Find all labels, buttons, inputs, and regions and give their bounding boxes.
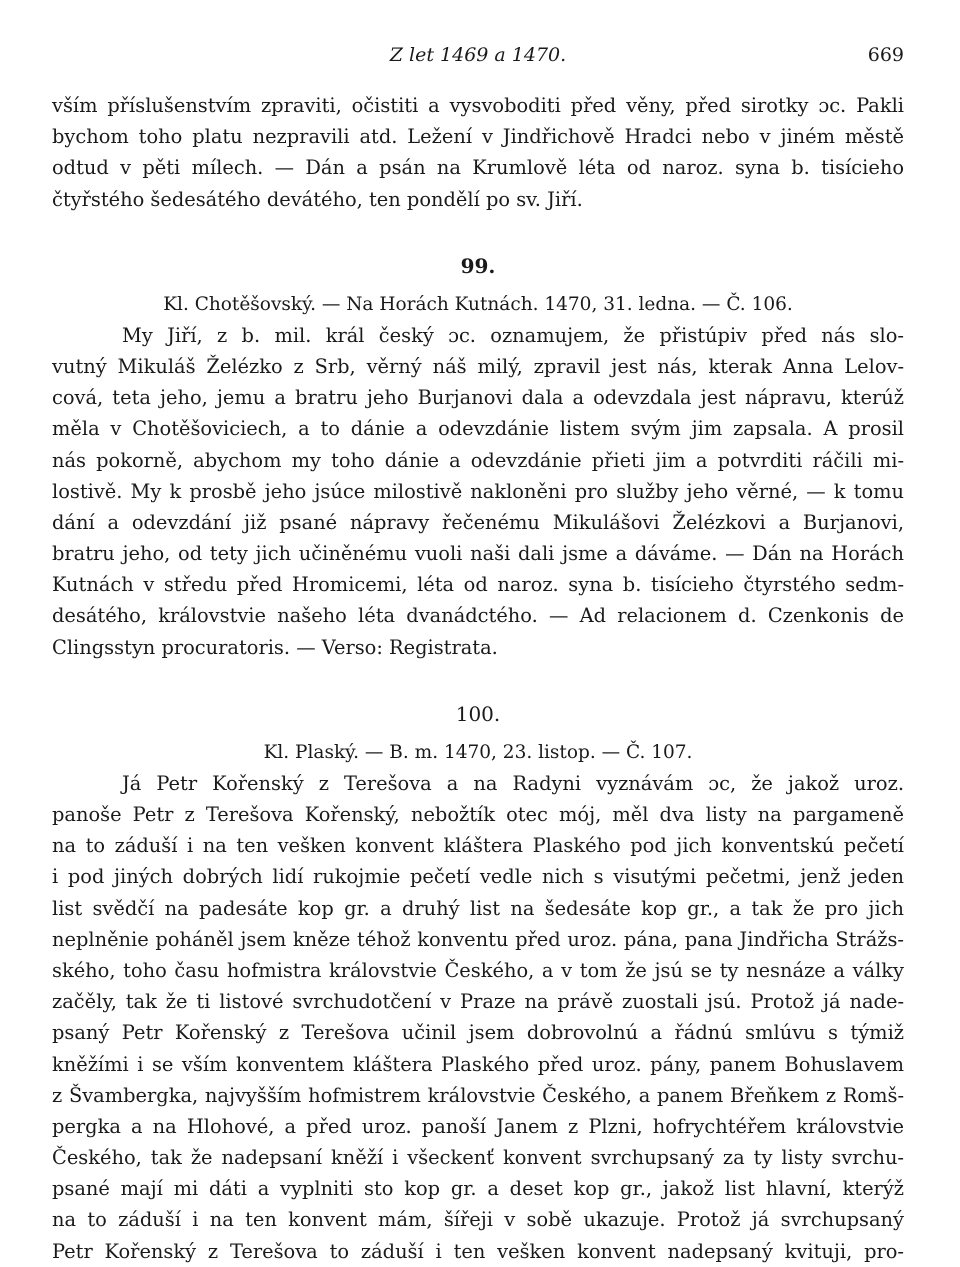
document-number: 99. xyxy=(460,253,496,278)
text-line: začěly, tak že ti listové svrchudotčení v Praze na právě zuostali jsú. Protož já nade- xyxy=(52,990,904,1014)
text-line: bratru jeho, od tety jich učiněnému vuoli naši dali jsme a dáváme. — Dán na Horách xyxy=(52,542,904,566)
text-line: ského, toho času hofmistra královstvie Českého, a v tom že jsú se ty nesnáze a války xyxy=(52,958,904,982)
text-line: list svědčí na padesáte kop gr. a druhý list na šedesáte kop gr., a tak že pro jich xyxy=(52,896,904,920)
running-header xyxy=(52,44,904,74)
text-line: Clingsstyn procuratoris. — Verso: Registrata. xyxy=(52,635,498,659)
text-line: kněžími i se vším konventem kláštera Plaského před uroz. pány, panem Bohuslavem xyxy=(52,1052,904,1076)
text-line: Petr Kořenský z Terešova to záduší i ten vešken konvent nadepsaný kvituji, pro- xyxy=(52,1239,904,1263)
text-line: odtud v pěti mílech. — Dán a psán na Krumlově léta od naroz. syna b. tisícieho xyxy=(52,156,904,180)
document-number: 100. xyxy=(455,701,501,726)
text-line: neplněnie poháněl jsem kněze téhož konventu před uroz. pána, pana Jindřicha Strážs- xyxy=(52,927,904,951)
text-line: na to záduší i na ten vešken konvent kláštera Plaského pod jich konventskú pečetí xyxy=(52,834,904,858)
text-line: cová, teta jeho, jemu a bratru jeho Burjanovi dala a odevzdala jest nápravu, kterúž xyxy=(52,386,904,410)
document-source-line: Kl. Plaský. — B. m. 1470, 23. listop. — Č. 107. xyxy=(263,741,693,763)
text-line: pergka a na Hlohové, a před uroz. panoší Janem z Plzni, hofrychtéřem královstvie xyxy=(52,1114,904,1138)
page-number: 669 xyxy=(867,44,904,66)
text-line: čtyřstého šedesátého devátého, ten pondělí po sv. Jiří. xyxy=(52,187,583,211)
text-line: nás pokorně, abychom my toho dánie a odevzdánie přieti jim a potvrditi ráčili mi- xyxy=(52,448,904,472)
text-line: na to záduší i na ten konvent mám, šířeji v sobě ukazuje. Protož já svrchupsaný xyxy=(52,1208,904,1232)
continued-text xyxy=(52,90,904,215)
text-line: My Jiří, z b. mil. král český ɔc. oznamujem, že přistúpiv před nás slo- xyxy=(122,323,904,347)
text-line: psaný Petr Kořenský z Terešova učinil jsem dobrovolnú a řádnú smlúvu s týmiž xyxy=(52,1021,904,1045)
text-line: lostivě. My k prosbě jeho jsúce milostivě nakloněni pro služby jeho věrné, — k tomu xyxy=(52,479,904,503)
text-line: Českého, tak že nadepsaní kněží i všeckenť konvent svrchupsaný za ty listy svrchu- xyxy=(52,1146,904,1170)
document-source-line: Kl. Chotěšovský. — Na Horách Kutnách. 1470, 31. ledna. — Č. 106. xyxy=(163,293,793,315)
document-entry-100 xyxy=(52,663,904,1267)
text-line: Já Petr Kořenský z Terešova a na Radyni vyznávám ɔc, že jakož uroz. xyxy=(122,771,904,795)
text-line: i pod jiných dobrých lidí rukojmie pečetí vedle nich s visutými pečetmi, jenž jeden xyxy=(52,865,904,889)
text-line: vutný Mikuláš Želézko z Srb, věrný náš milý, zpravil jest nás, kterak Anna Lelov- xyxy=(52,354,904,378)
page-body xyxy=(52,90,904,1267)
text-line: z Švambergka, najvyšším hofmistrem královstvie Českého, a panem Břeňkem z Romš- xyxy=(52,1083,904,1107)
text-line: psané mají mi dáti a vyplniti sto kop gr. a deset kop gr., jakož list hlavní, kterýž xyxy=(52,1177,904,1201)
text-line: Kutnách v středu před Hromicemi, léta od naroz. syna b. tisícieho čtyrstého sedm- xyxy=(52,573,904,597)
text-line: dání a odevzdání již psané nápravy řečenému Mikulášovi Želézkovi a Burjanovi, xyxy=(52,510,904,534)
text-line: měla v Chotěšoviciech, a to dánie a odevzdánie listem svým jim zapsala. A prosil xyxy=(52,417,904,441)
text-line: vším příslušenstvím zpraviti, očistiti a vysvoboditi před věny, před sirotky ɔc. Pakli xyxy=(52,94,904,117)
document-entry-99 xyxy=(52,215,904,663)
text-line: panoše Petr z Terešova Kořenský, nebožtík otec mój, měl dva listy na pargameně xyxy=(52,803,904,826)
text-line: desátého, královstvie našeho léta dvanádctého. — Ad relacionem d. Czenkonis de xyxy=(52,604,904,628)
text-line: bychom toho platu nezpravili atd. Ležení v Jindřichově Hradci nebo v jiném městě xyxy=(52,125,904,149)
running-title: Z let 1469 a 1470. xyxy=(389,44,567,66)
